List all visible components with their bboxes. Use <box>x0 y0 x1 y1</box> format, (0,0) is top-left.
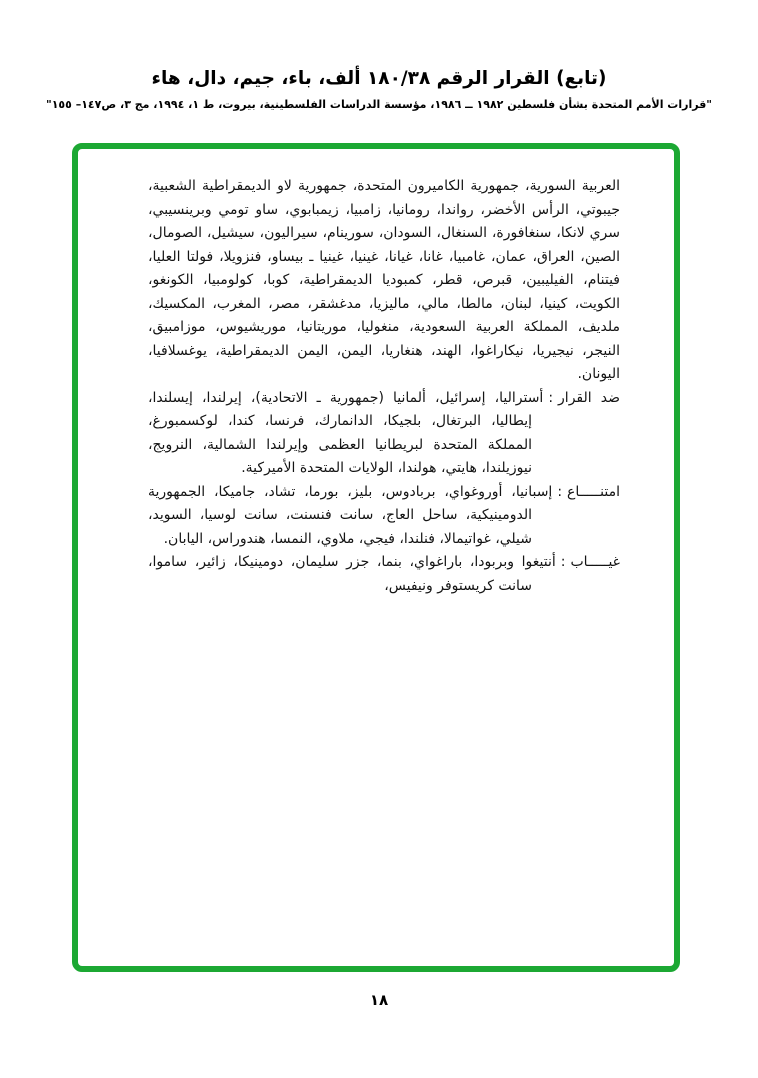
green-border-box <box>72 143 680 972</box>
vote-label-abstain: امتنـــــاع <box>567 483 620 500</box>
vote-colon: : <box>560 554 566 570</box>
voting-list-continuation: العربية السورية، جمهورية الكاميرون المتحدة، جمهورية لاو الديمقراطية الشعبية، جيبوتي، الرأس الأخضر، رواندا، رومانيا، زامبيا، زيمبابوي، ساو تومي وبرينسيبي، سري لانكا، سنغافورة، السنغال، السودان، سورينام، سيراليون، سيشيل، الصومال، الصين، العراق، عمان، غامبيا، غانا، غيانا، غينيا، غينيا ـ بيساو، فنزويلا، فولتا العليا، فيتنام، الفيليبين، قبرص، قطر، كمبوديا الديمقراطية، كوبا، كولومبيا، الكونغو، الكويت، كينيا، لبنان، مالطا، مالي، ماليزيا، مدغشقر، مصر، المغرب، المكسيك، ملديف، المملكة العربية السعودية، منغوليا، موريتانيا، موريشيوس، موزامبيق، النيجر، نيجيريا، نيكاراغوا، الهند، هنغاريا، اليمن، اليمن الديمقراطية، يوغسلافيا، اليونان. <box>148 178 620 382</box>
vote-block-absent <box>148 551 620 598</box>
vote-countries-absent: أنتيغوا وبربودا، باراغواي، بنما، جزر سليمان، دومينيكا، زائير، ساموا، سانت كريستوفر ونيفيس، <box>148 554 556 594</box>
vote-colon: : <box>557 483 563 500</box>
vote-colon: : <box>548 389 554 406</box>
vote-label-absent: غيـــــاب <box>570 554 620 570</box>
source-citation-line: "قرارات الأمم المتحدة بشأن فلسطين ١٩٨٢ ــ ١٩٨٦، مؤسسة الدراسات الفلسطينية، بيروت، ط ١، ١٩٩٤، مج ٣، ص١٤٧– ١٥٥" <box>45 98 713 111</box>
vote-countries-abstain: إسبانيا، أوروغواي، بربادوس، بليز، بورما، تشاد، جاميكا، الجمهورية الدومينيكية، ساحل العاج، سانت فنسنت، سانت لوسيا، السويد، شيلي، غواتيمالا، فنلندا، فيجي، ملاوي، النمسا، هندوراس، اليابان. <box>148 483 553 547</box>
page-number: ١٨ <box>369 991 389 1009</box>
vote-block-against <box>148 387 620 481</box>
page-title: (تابع) القرار الرقم ١٨٠/٣٨ ألف، باء، جيم، دال، هاء <box>151 68 607 89</box>
vote-block-abstain <box>148 481 620 552</box>
vote-label-against: ضد القرار <box>558 389 620 406</box>
vote-countries-against: أستراليا، إسرائيل، ألمانيا (جمهورية ـ الاتحادية)، إيرلندا، إيسلندا، إيطاليا، البرتغال، بلجيكا، الدانمارك، فرنسا، كندا، لوكسمبورغ، المملكة المتحدة لبريطانيا العظمى وإيرلندا الشمالية، النرويج، نيوزيلندا، هايتي، هولندا، الولايات المتحدة الأميركية. <box>148 389 544 476</box>
